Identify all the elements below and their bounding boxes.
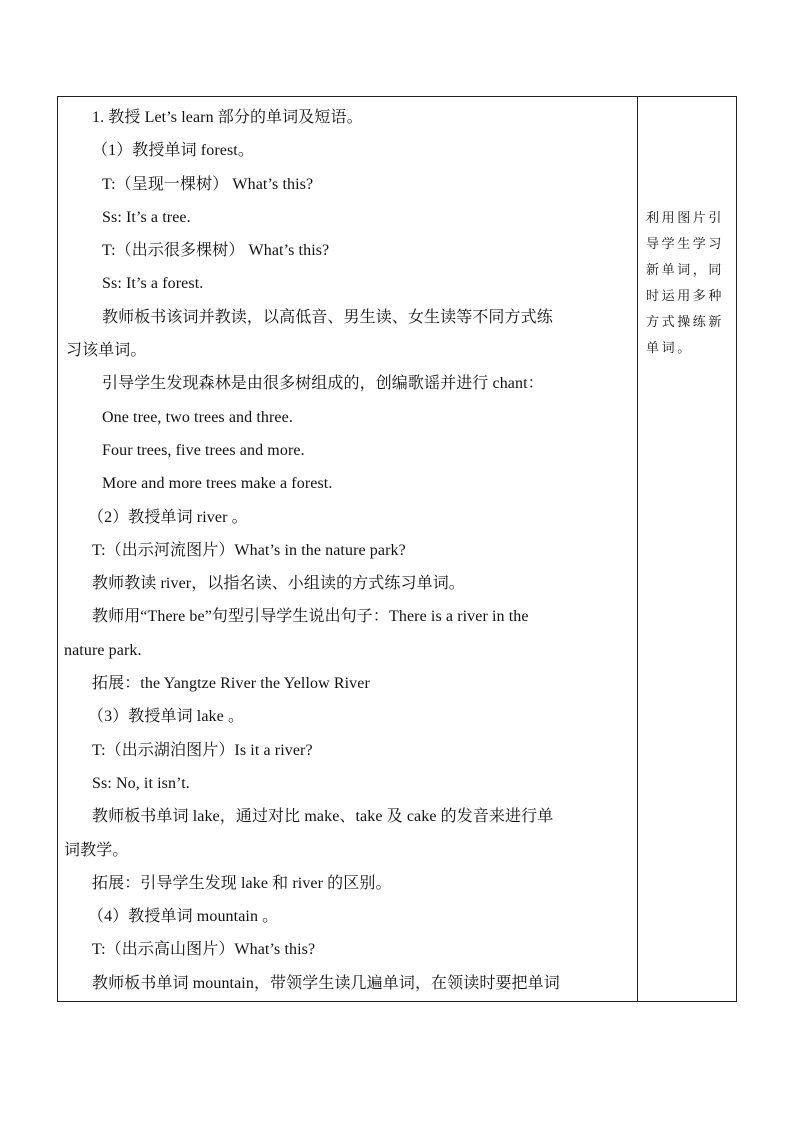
text-line: 习该单词。 (66, 342, 147, 359)
text-line: 1. 教授 Let’s learn 部分的单词及短语。 (92, 109, 363, 126)
text-line: 拓展：the Yangtze River the Yellow River (92, 675, 370, 692)
teaching-procedure-cell (58, 97, 637, 1001)
text-line: （3）教授单词 lake 。 (88, 708, 245, 725)
text-line: 教师用“There be”句型引导学生说出句子：There is a river in the (92, 608, 529, 625)
text-line: One tree, two trees and three. (102, 409, 293, 426)
side-note-line: 单词。 (646, 341, 693, 356)
design-intent-cell (638, 97, 736, 1001)
lesson-plan-table (57, 96, 737, 1002)
side-note-line: 导学生学习 (646, 237, 725, 252)
text-line: T:（出示很多棵树） What’s this? (102, 242, 330, 259)
text-line: Four trees, five trees and more. (102, 442, 305, 459)
text-line: （2）教授单词 river 。 (88, 509, 248, 526)
text-line: （4）教授单词 mountain 。 (88, 908, 279, 925)
text-line: 教师板书单词 mountain，带领学生读几遍单词，在领读时要把单词 (92, 975, 560, 992)
text-line: More and more trees make a forest. (102, 475, 333, 492)
text-line: 词教学。 (64, 842, 129, 859)
text-line: T:（出示高山图片）What’s this? (92, 941, 316, 958)
text-line: nature park. (64, 642, 142, 659)
text-line: 引导学生发现森林是由很多树组成的，创编歌谣并进行 chant： (102, 375, 544, 392)
side-note-line: 利用图片引 (646, 211, 725, 226)
text-line: 教师板书该词并教读，以高低音、男生读、女生读等不同方式练 (102, 309, 553, 326)
text-line: T:（出示湖泊图片）Is it a river? (92, 742, 313, 759)
side-note-line: 时运用多种 (646, 289, 725, 304)
text-line: Ss: No, it isn’t. (92, 775, 190, 792)
text-line: 教师教读 river，以指名读、小组读的方式练习单词。 (92, 575, 465, 592)
side-note-line: 方式操练新 (646, 315, 725, 330)
text-line: （1）教授单词 forest。 (92, 142, 254, 159)
text-line: T:（呈现一棵树） What’s this? (102, 176, 314, 193)
side-note-line: 新单词，同 (646, 263, 725, 278)
text-line: 教师板书单词 lake，通过对比 make、take 及 cake 的发音来进行单 (92, 808, 554, 825)
text-line: Ss: It’s a tree. (102, 209, 191, 226)
text-line: Ss: It’s a forest. (102, 275, 204, 292)
text-line: 拓展：引导学生发现 lake 和 river 的区别。 (92, 875, 392, 892)
text-line: T:（出示河流图片）What’s in the nature park? (92, 542, 406, 559)
